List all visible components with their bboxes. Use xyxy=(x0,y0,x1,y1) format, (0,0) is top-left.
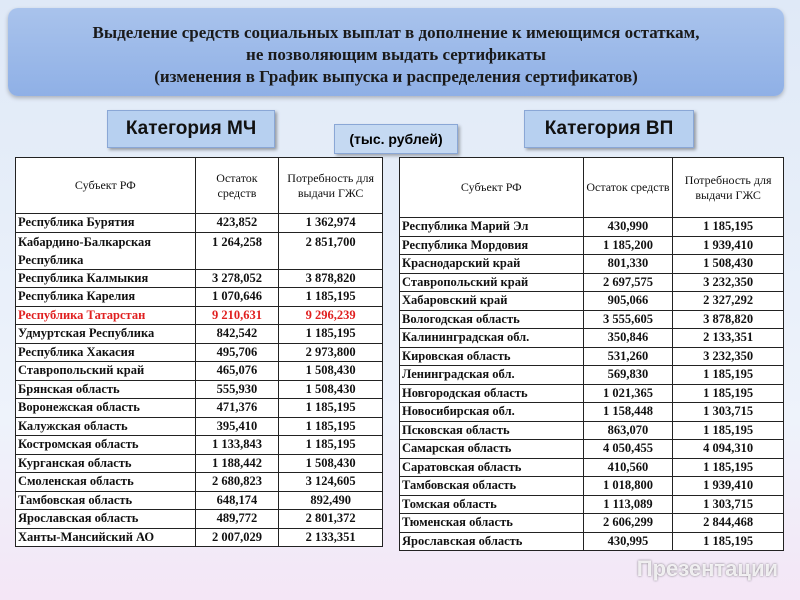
col-header-balance: Остаток средств xyxy=(195,158,279,214)
subject-cell: Кировская область xyxy=(400,347,584,366)
balance-cell: 495,706 xyxy=(195,343,279,362)
table-row xyxy=(400,310,784,329)
table-row xyxy=(16,380,383,399)
subject-cell: Республика Татарстан xyxy=(16,306,196,325)
balance-cell: 648,174 xyxy=(195,491,279,510)
units-label: (тыс. рублей) xyxy=(334,124,458,154)
subject-cell: Кабардино-Балкарская Республика xyxy=(16,232,196,269)
table-row xyxy=(16,528,383,547)
left-table xyxy=(15,157,383,547)
balance-cell: 4 050,455 xyxy=(583,440,673,459)
balance-cell: 863,070 xyxy=(583,421,673,440)
need-cell: 1 508,430 xyxy=(279,362,383,381)
watermark-logo: Презентации xyxy=(636,556,778,581)
table-row xyxy=(400,329,784,348)
need-cell: 892,490 xyxy=(279,491,383,510)
col-header-subject: Субъект РФ xyxy=(16,158,196,214)
need-cell: 1 185,195 xyxy=(673,384,784,403)
need-cell: 1 939,410 xyxy=(673,477,784,496)
balance-cell: 410,560 xyxy=(583,458,673,477)
balance-cell: 531,260 xyxy=(583,347,673,366)
table-row xyxy=(400,273,784,292)
balance-cell: 430,995 xyxy=(583,532,673,551)
subject-cell: Тамбовская область xyxy=(400,477,584,496)
need-cell: 2 133,351 xyxy=(279,528,383,547)
need-cell: 9 296,239 xyxy=(279,306,383,325)
subject-cell: Республика Карелия xyxy=(16,288,196,307)
table-row xyxy=(16,510,383,529)
need-cell: 1 185,195 xyxy=(673,218,784,237)
need-cell: 1 185,195 xyxy=(279,399,383,418)
balance-cell: 423,852 xyxy=(195,214,279,233)
need-cell: 2 133,351 xyxy=(673,329,784,348)
need-cell: 1 185,195 xyxy=(279,436,383,455)
need-cell: 1 185,195 xyxy=(673,458,784,477)
table-row xyxy=(16,306,383,325)
need-cell: 3 232,350 xyxy=(673,273,784,292)
need-cell: 4 094,310 xyxy=(673,440,784,459)
need-cell: 1 185,195 xyxy=(279,417,383,436)
subject-cell: Ярославская область xyxy=(16,510,196,529)
table-row xyxy=(16,417,383,436)
subject-cell: Ханты-Мансийский АО xyxy=(16,528,196,547)
subject-cell: Новосибирская обл. xyxy=(400,403,584,422)
balance-cell: 842,542 xyxy=(195,325,279,344)
subject-cell: Костромская область xyxy=(16,436,196,455)
balance-cell: 1 158,448 xyxy=(583,403,673,422)
subject-cell: Хабаровский край xyxy=(400,292,584,311)
balance-cell: 801,330 xyxy=(583,255,673,274)
subject-cell: Псковская область xyxy=(400,421,584,440)
need-cell: 1 185,195 xyxy=(279,288,383,307)
table-row xyxy=(400,218,784,237)
subject-cell: Краснодарский край xyxy=(400,255,584,274)
balance-cell: 1 018,800 xyxy=(583,477,673,496)
need-cell: 1 939,410 xyxy=(673,236,784,255)
subject-cell: Республика Бурятия xyxy=(16,214,196,233)
subject-cell: Калининградская обл. xyxy=(400,329,584,348)
table-row xyxy=(400,477,784,496)
title-line-3: (изменения в График выпуска и распределения сертификатов) xyxy=(154,67,638,86)
subject-cell: Калужская область xyxy=(16,417,196,436)
subject-cell: Брянская область xyxy=(16,380,196,399)
col-header-need: Потребность для выдачи ГЖС xyxy=(673,158,784,218)
balance-cell: 3 555,605 xyxy=(583,310,673,329)
need-cell: 3 124,605 xyxy=(279,473,383,492)
subject-cell: Ярославская область xyxy=(400,532,584,551)
table-row xyxy=(400,366,784,385)
balance-cell: 2 606,299 xyxy=(583,514,673,533)
table-row xyxy=(400,384,784,403)
balance-cell: 465,076 xyxy=(195,362,279,381)
balance-cell: 350,846 xyxy=(583,329,673,348)
need-cell: 3 878,820 xyxy=(279,269,383,288)
balance-cell: 905,066 xyxy=(583,292,673,311)
need-cell: 1 303,715 xyxy=(673,495,784,514)
need-cell: 1 508,430 xyxy=(279,454,383,473)
need-cell: 1 303,715 xyxy=(673,403,784,422)
table-row xyxy=(16,232,383,269)
balance-cell: 1 133,843 xyxy=(195,436,279,455)
table-row xyxy=(400,495,784,514)
table-row xyxy=(400,236,784,255)
title-banner xyxy=(8,8,784,96)
need-cell: 2 844,468 xyxy=(673,514,784,533)
table-row xyxy=(16,436,383,455)
table-row xyxy=(16,325,383,344)
category-mch-label: Категория МЧ xyxy=(107,110,275,148)
table-row xyxy=(400,421,784,440)
need-cell: 1 185,195 xyxy=(279,325,383,344)
left-table-body xyxy=(16,214,383,547)
category-vp-label: Категория ВП xyxy=(524,110,694,148)
subject-cell: Новгородская область xyxy=(400,384,584,403)
subject-cell: Ленинградская обл. xyxy=(400,366,584,385)
balance-cell: 555,930 xyxy=(195,380,279,399)
subject-cell: Ставропольский край xyxy=(400,273,584,292)
table-row xyxy=(16,473,383,492)
title-line-2: не позволяющим выдать сертификаты xyxy=(246,45,546,64)
table-row xyxy=(16,399,383,418)
subject-cell: Воронежская область xyxy=(16,399,196,418)
table-row xyxy=(400,403,784,422)
subject-cell: Удмуртская Республика xyxy=(16,325,196,344)
table-row xyxy=(16,343,383,362)
need-cell: 1 185,195 xyxy=(673,366,784,385)
balance-cell: 3 278,052 xyxy=(195,269,279,288)
subject-cell: Вологодская область xyxy=(400,310,584,329)
balance-cell: 1 113,089 xyxy=(583,495,673,514)
balance-cell: 489,772 xyxy=(195,510,279,529)
balance-cell: 1 188,442 xyxy=(195,454,279,473)
need-cell: 2 801,372 xyxy=(279,510,383,529)
need-cell: 1 362,974 xyxy=(279,214,383,233)
subject-cell: Республика Хакасия xyxy=(16,343,196,362)
balance-cell: 1 264,258 xyxy=(195,232,279,269)
table-row xyxy=(400,292,784,311)
balance-cell: 2 007,029 xyxy=(195,528,279,547)
balance-cell: 2 680,823 xyxy=(195,473,279,492)
col-header-need: Потребность для выдачи ГЖС xyxy=(279,158,383,214)
subject-cell: Республика Мордовия xyxy=(400,236,584,255)
table-row xyxy=(400,458,784,477)
subject-cell: Курганская область xyxy=(16,454,196,473)
table-row xyxy=(16,491,383,510)
subject-cell: Томская область xyxy=(400,495,584,514)
balance-cell: 395,410 xyxy=(195,417,279,436)
need-cell: 2 327,292 xyxy=(673,292,784,311)
table-row xyxy=(16,288,383,307)
balance-cell: 2 697,575 xyxy=(583,273,673,292)
subject-cell: Республика Марий Эл xyxy=(400,218,584,237)
table-row xyxy=(16,214,383,233)
subject-cell: Тамбовская область xyxy=(16,491,196,510)
subject-cell: Тюменская область xyxy=(400,514,584,533)
right-table xyxy=(399,157,784,551)
subject-cell: Самарская область xyxy=(400,440,584,459)
need-cell: 2 973,800 xyxy=(279,343,383,362)
need-cell: 1 185,195 xyxy=(673,532,784,551)
table-row xyxy=(16,362,383,381)
table-row xyxy=(400,347,784,366)
subject-cell: Саратовская область xyxy=(400,458,584,477)
need-cell: 1 185,195 xyxy=(673,421,784,440)
balance-cell: 1 070,646 xyxy=(195,288,279,307)
need-cell: 1 508,430 xyxy=(279,380,383,399)
need-cell: 3 232,350 xyxy=(673,347,784,366)
balance-cell: 430,990 xyxy=(583,218,673,237)
need-cell: 3 878,820 xyxy=(673,310,784,329)
balance-cell: 1 021,365 xyxy=(583,384,673,403)
need-cell: 1 508,430 xyxy=(673,255,784,274)
table-row xyxy=(16,454,383,473)
balance-cell: 9 210,631 xyxy=(195,306,279,325)
subject-cell: Смоленская область xyxy=(16,473,196,492)
table-row xyxy=(400,255,784,274)
table-row xyxy=(16,269,383,288)
table-row xyxy=(400,440,784,459)
title-line-1: Выделение средств социальных выплат в дополнение к имеющимся остаткам, xyxy=(92,23,700,42)
subject-cell: Ставропольский край xyxy=(16,362,196,381)
balance-cell: 569,830 xyxy=(583,366,673,385)
balance-cell: 1 185,200 xyxy=(583,236,673,255)
table-row xyxy=(400,532,784,551)
subject-cell: Республика Калмыкия xyxy=(16,269,196,288)
need-cell: 2 851,700 xyxy=(279,232,383,269)
right-table-body xyxy=(400,218,784,551)
table-row xyxy=(400,514,784,533)
balance-cell: 471,376 xyxy=(195,399,279,418)
col-header-balance: Остаток средств xyxy=(583,158,673,218)
col-header-subject: Субъект РФ xyxy=(400,158,584,218)
